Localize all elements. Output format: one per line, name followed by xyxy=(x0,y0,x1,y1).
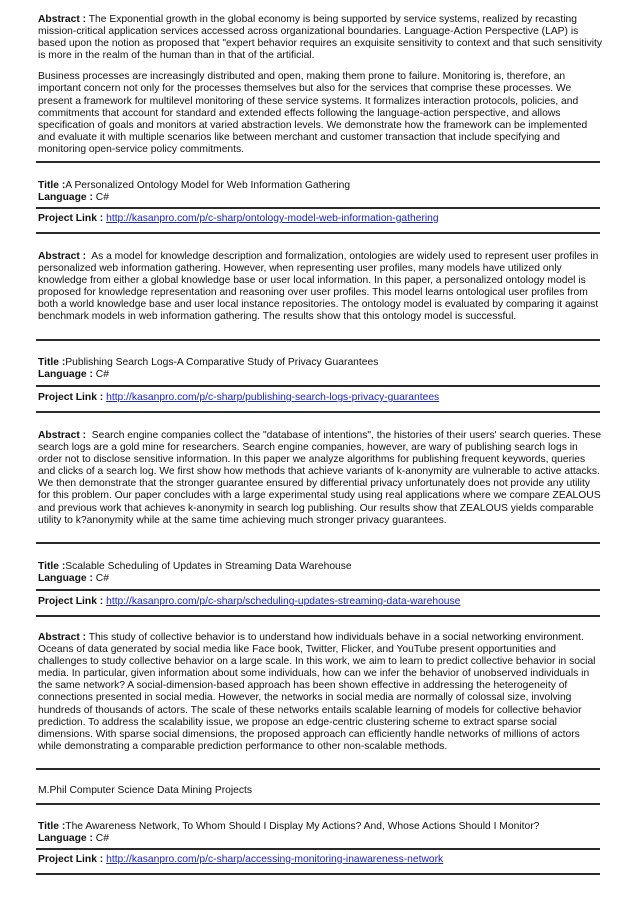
project-language: C# xyxy=(95,192,109,204)
language-label: Language : xyxy=(38,192,93,204)
abstract-text: As a model for knowledge description and formalization, ontologies are widely used to represent user profiles in personalized web information gathering. However, when representing user profiles, many models have utilized only knowledge from either a global knowledge base or user local information. In this paper, a personalized ontology model is proposed for knowledge representation and reasoning over user profiles. This model learns ontological user profiles from both a world knowledge base and user local instance repositories. The ontology model is evaluated by comparing it against benchmark models in web information gathering. The results show that this ontology model is successful. xyxy=(38,251,599,323)
title-label: Title : xyxy=(38,180,66,191)
divider xyxy=(36,873,600,875)
abstract-paragraph xyxy=(38,14,604,62)
project-header xyxy=(38,561,604,585)
language-label: Language : xyxy=(38,833,93,845)
abstract-paragraph-2: Business processes are increasingly distributed and open, making them prone to failure. Monitoring is, therefore, an important concern not only for the processes themselves but also for the services that comprise these processes. We present a framework for multilevel monitoring of these service systems. It formalizes interaction protocols, policies, and commitments that account for standard and extended effects following the language-action perspective, and allows specification of goals and monitors at varied abstraction levels. We demonstrate how the framework can be implemented and evaluate it with multiple scenarios like between merchant and customer transaction that include specifying and monitoring open-service policy commitments. xyxy=(38,71,588,155)
divider xyxy=(36,768,600,770)
language-label: Language : xyxy=(38,573,93,585)
divider xyxy=(36,848,600,850)
divider xyxy=(36,589,600,591)
divider xyxy=(36,542,600,544)
project-title: Publishing Search Logs-A Comparative Study of Privacy Guarantees xyxy=(65,357,379,368)
divider xyxy=(36,161,600,163)
project-title: Scalable Scheduling of Updates in Streaming Data Warehouse xyxy=(65,561,352,572)
divider xyxy=(36,803,600,805)
project-link-row xyxy=(38,213,604,225)
project-link-row xyxy=(38,854,604,866)
divider xyxy=(36,232,600,234)
project-link-row xyxy=(38,596,604,608)
project-language: C# xyxy=(95,369,109,381)
abstract-label: Abstract : xyxy=(38,14,87,25)
intro-abstract xyxy=(38,14,604,156)
title-label: Title : xyxy=(38,561,66,572)
title-label: Title : xyxy=(38,357,66,368)
abstract-label: Abstract : xyxy=(38,430,87,441)
divider xyxy=(36,339,600,341)
language-label: Language : xyxy=(38,369,93,381)
abstract-label: Abstract : xyxy=(38,632,87,643)
project-language: C# xyxy=(95,833,109,845)
project-title: A Personalized Ontology Model for Web Information Gathering xyxy=(65,180,351,191)
project-link-row xyxy=(38,392,604,404)
project-abstract xyxy=(38,430,604,527)
project-link-label: Project Link : xyxy=(38,213,104,224)
project-abstract xyxy=(38,632,604,753)
divider xyxy=(36,411,600,413)
project-link-label: Project Link : xyxy=(38,392,104,403)
divider xyxy=(36,207,600,209)
project-abstract xyxy=(38,251,604,324)
project-link[interactable]: http://kasanpro.com/p/c-sharp/publishing-search-logs-privacy-guarantees xyxy=(106,392,440,403)
project-header xyxy=(38,357,604,381)
project-language: C# xyxy=(95,573,109,585)
section-heading-text: M.Phil Computer Science Data Mining Projects xyxy=(38,785,253,796)
project-header xyxy=(38,180,604,204)
divider xyxy=(36,385,600,387)
project-link-label: Project Link : xyxy=(38,596,104,607)
project-header xyxy=(38,821,604,845)
project-link-label: Project Link : xyxy=(38,854,104,865)
project-link[interactable]: http://kasanpro.com/p/c-sharp/ontology-model-web-information-gathering xyxy=(106,213,439,224)
section-heading xyxy=(38,785,604,797)
divider xyxy=(36,615,600,617)
abstract-text: Search engine companies collect the "database of intentions", the histories of their users' search queries. These search logs are a gold mine for researchers. Search engine companies, however, are wary of publishing search logs in order not to disclose sensitive information. In this paper we analyze algorithms for publishing frequent keywords, queries and clicks of a search log. We first show how methods that achieve variants of k-anonymity are vulnerable to active attacks. We then demonstrate that the stronger guarantee ensured by differential privacy unfortunately does not provide any utility for this problem. Our paper concludes with a large experimental study using real applications where we compare ZEALOUS and previous work that achieves k-anonymity in search log publishing. Our results show that ZEALOUS yields comparable utility to k?anonymity while at the same time achieving much stronger privacy guarantees. xyxy=(38,430,602,526)
project-link[interactable]: http://kasanpro.com/p/c-sharp/accessing-monitoring-inawareness-network xyxy=(106,854,444,865)
abstract-text: This study of collective behavior is to understand how individuals behave in a social networking environment. Oceans of data generated by social media like Face book, Twitter, Flicker, and YouTube present opportunities and challenges to study collective behavior on a large scale. In this work, we aim to learn to predict collective behavior in social media. In particular, given information about some individuals, how can we infer the behavior of unobserved individuals in the same network? A social-dimension-based approach has been shown effective in addressing the heterogeneity of connections presented in social media. However, the networks in social media are normally of colossal size, involving hundreds of thousands of actors. The scale of these networks entails scalable learning of models for collective behavior prediction. To address the scalability issue, we propose an edge-centric clustering scheme to extract sparse social dimensions. With sparse social dimensions, the proposed approach can efficiently handle networks of millions of actors while demonstrating a comparable prediction performance to other non-scalable methods. xyxy=(38,632,596,752)
abstract-text: The Exponential growth in the global economy is being supported by service systems, realized by recasting mission-critical application services accessed across organizational boundaries. Language-Action Perspective (LAP) is based upon the notion as proposed that "expert behavior requires an exquisite sensitivity to context and that such sensitivity is more in the realm of the human than in that of the artificial. xyxy=(38,14,603,62)
project-link[interactable]: http://kasanpro.com/p/c-sharp/scheduling-updates-streaming-data-warehouse xyxy=(106,596,461,607)
project-title: The Awareness Network, To Whom Should I Display My Actions? And, Whose Actions Should I Monitor? xyxy=(65,821,540,832)
title-label: Title : xyxy=(38,821,66,832)
abstract-label: Abstract : xyxy=(38,251,87,262)
